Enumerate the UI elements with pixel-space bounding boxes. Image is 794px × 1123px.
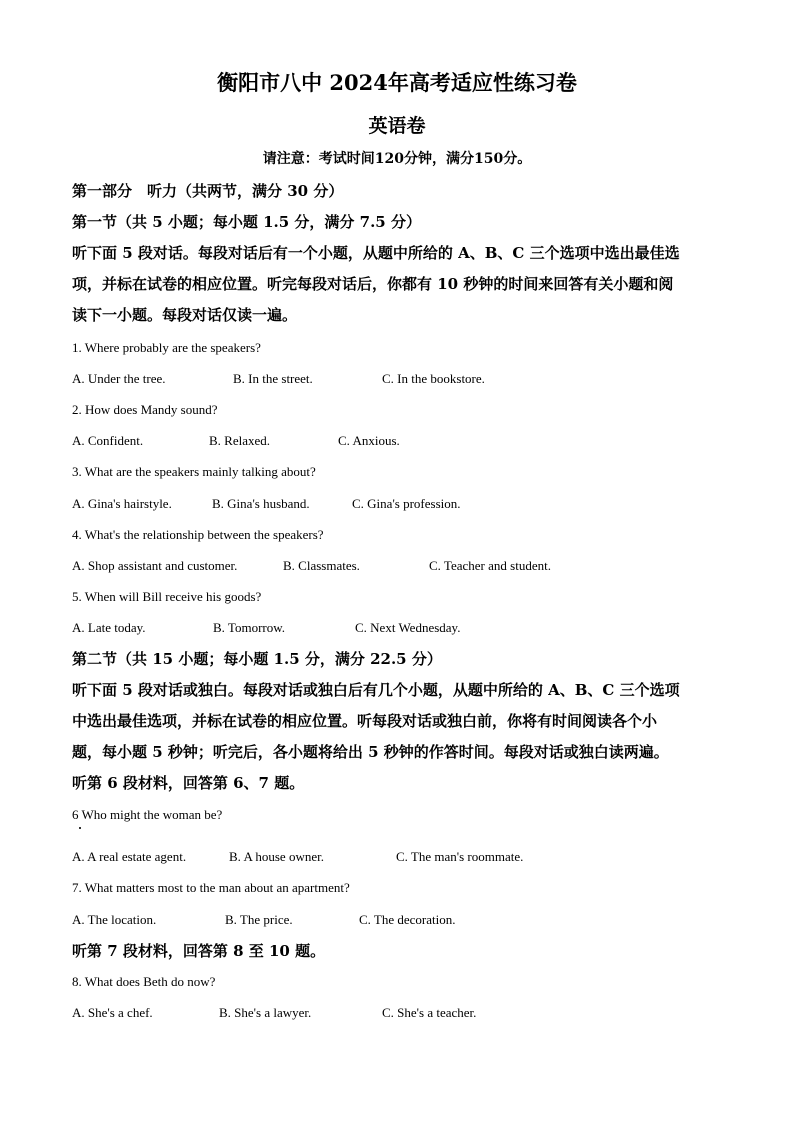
exam-title: 衡阳市八中 2024年高考适应性练习卷	[217, 70, 577, 95]
question-1-option-a: A. Under the tree.	[72, 371, 166, 386]
question-6-option-c: C. The man's roommate.	[396, 849, 524, 864]
section1-heading: 第一节（共 5 小题；每小题 1.5 分，满分 7.5 分）	[72, 213, 421, 231]
section2-instructions-line1: 听下面 5 段对话或独白。每段对话或独白后有几个小题，从题中所给的 A、B、C 三个选项	[72, 681, 680, 699]
question-8-option-b: B. She's a lawyer.	[219, 1005, 312, 1020]
section2-heading: 第二节（共 15 小题；每小题 1.5 分，满分 22.5 分）	[72, 650, 442, 668]
question-6: 6 Who might the woman be?	[72, 807, 223, 822]
question-5-option-a: A. Late today.	[72, 620, 146, 635]
question-4-option-b: B. Classmates.	[283, 558, 360, 573]
question-1-option-c: C. In the bookstore.	[382, 371, 485, 386]
question-8-option-c: C. She's a teacher.	[382, 1005, 477, 1020]
subject-title: 英语卷	[368, 115, 426, 137]
question-5: 5. When will Bill receive his goods?	[72, 589, 262, 604]
section1-instructions-line1: 听下面 5 段对话。每段对话后有一个小题，从题中所给的 A、B、C 三个选项中选出最佳选	[72, 244, 680, 262]
question-3-option-a: A. Gina's hairstyle.	[72, 496, 172, 511]
question-7-option-c: C. The decoration.	[359, 912, 456, 927]
question-5-option-c: C. Next Wednesday.	[355, 620, 461, 635]
question-4-option-a: A. Shop assistant and customer.	[72, 558, 238, 573]
question-1: 1. Where probably are the speakers?	[72, 340, 261, 355]
stray-dot	[79, 827, 81, 829]
question-7-option-a: A. The location.	[72, 912, 157, 927]
exam-notice: 请注意：考试时间120分钟，满分150分。	[262, 151, 532, 167]
section1-instructions-line3: 读下一小题。每段对话仅读一遍。	[72, 306, 298, 324]
question-8: 8. What does Beth do now?	[72, 974, 216, 989]
section2-instructions-line2: 中选出最佳选项，并标在试卷的相应位置。听每段对话或独白前，你将有时间阅读各个小	[72, 712, 658, 730]
section1-instructions-line2: 项，并标在试卷的相应位置。听完每段对话后，你都有 10 秒钟的时间来回答有关小题和阅	[72, 275, 674, 293]
question-2-option-b: B. Relaxed.	[209, 433, 271, 448]
material-6-heading: 听第 6 段材料，回答第 6、7 题。	[72, 774, 305, 792]
question-3: 3. What are the speakers mainly talking about?	[72, 464, 316, 479]
question-4-option-c: C. Teacher and student.	[429, 558, 551, 573]
question-6-option-b: B. A house owner.	[229, 849, 324, 864]
question-2-option-c: C. Anxious.	[338, 433, 400, 448]
question-7: 7. What matters most to the man about an apartment?	[72, 880, 350, 895]
question-7-option-b: B. The price.	[225, 912, 293, 927]
question-2: 2. How does Mandy sound?	[72, 402, 218, 417]
question-6-option-a: A. A real estate agent.	[72, 849, 187, 864]
question-2-option-a: A. Confident.	[72, 433, 144, 448]
section2-instructions-line3: 题，每小题 5 秒钟；听完后，各小题将给出 5 秒钟的作答时间。每段对话或独白读两遍。	[72, 743, 669, 761]
question-5-option-b: B. Tomorrow.	[213, 620, 286, 635]
question-8-option-a: A. She's a chef.	[72, 1005, 153, 1020]
question-1-option-b: B. In the street.	[233, 371, 313, 386]
part1-heading: 第一部分 听力（共两节，满分 30 分）	[72, 182, 344, 200]
question-3-option-b: B. Gina's husband.	[212, 496, 310, 511]
material-7-heading: 听第 7 段材料，回答第 8 至 10 题。	[72, 942, 326, 960]
question-3-option-c: C. Gina's profession.	[352, 496, 461, 511]
question-4: 4. What's the relationship between the speakers?	[72, 527, 324, 542]
